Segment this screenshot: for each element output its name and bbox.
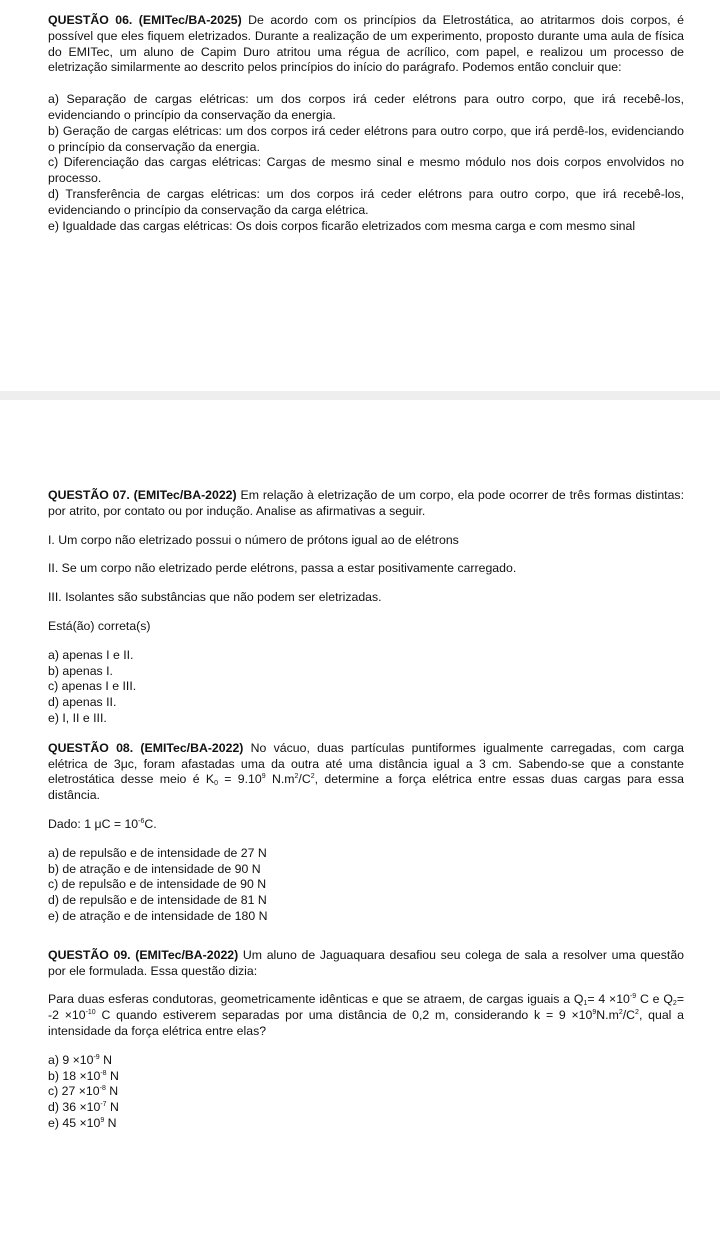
q08-option-a: a) de repulsão e de intensidade de 27 N [48, 845, 267, 860]
q09-option-b: b) $18 \times 10^{-8}$ N [48, 1068, 119, 1083]
q09-statement [48, 948, 684, 980]
page-two [48, 488, 684, 1132]
q08-statement-text-b: , determine a força elétrica entre essas duas cargas para essa distância. [48, 772, 684, 803]
q09-option-c: c) $27 \times 10^{-8}$ N [48, 1084, 119, 1099]
q07-option-b: b) apenas I. [48, 663, 113, 678]
q07-option-e: e) I, II e III. [48, 710, 107, 725]
q08-constant: $K_0 = 9.10^9$ $N.m^2/C^2$ [205, 772, 315, 788]
q09-problem: Para duas esferas condutoras, geometricamente idênticas e que se atraem, de cargas iguais a $Q_1= 4 \times 10^{-9}$ C e $Q_2= -2 \times 10^{-10}$ C quando estiverem separadas por uma distância de 0,2 m, considerando $k = 9 \times 10^9N.m^2/C^2$, qual a intensidade da força elétrica entre elas? [48, 992, 684, 1038]
question-08 [48, 741, 684, 925]
q08-statement [48, 741, 684, 804]
question-06 [48, 13, 684, 234]
q09-title: QUESTÃO 09. (EMITec/BA-2022) [48, 947, 239, 962]
q09-option-d: d) $36 \times 10^{-7}$ N [48, 1100, 119, 1115]
q08-option-b: b) de atração e de intensidade de 90 N [48, 861, 261, 876]
q06-statement [48, 13, 684, 76]
q08-title: QUESTÃO 08. (EMITec/BA-2022) [48, 740, 244, 755]
question-09 [48, 948, 684, 1132]
q08-dado: Dado: 1 $\mu C = 10^{-6}C$. [48, 816, 157, 831]
q06-statement-text: De acordo com os princípios da Eletrostática, ao atritarmos dois corpos, é possível que eles fiquem eletrizados. Durante a realização de um experimento, proposto durante uma aula de física do EMITec, um aluno de Capim Duro atritou uma régua de acrílico, com papel, e realizou um processo de eletrização similarmente ao descrito pelos princípios do início do parágrafo. Podemos então concluir que: [48, 13, 684, 75]
q07-statement-text: Em relação à eletrização de um corpo, ela pode ocorrer de três formas distintas: por atrito, por contato ou por indução. Analise as afirmativas a seguir. [48, 488, 684, 518]
q07-option-d: d) apenas II. [48, 695, 117, 710]
q06-option-a: a) Separação de cargas elétricas: um dos corpos irá ceder elétrons para outro corpo, que irá recebê-los, evidenciando o princípio da conservação da energia. [48, 92, 684, 122]
q07-item-2: II. Se um corpo não eletrizado perde elétrons, passa a estar positivamente carregado. [48, 561, 517, 576]
q09-option-a: a) $9 \times 10^{-9}$ N [48, 1052, 113, 1067]
q06-option-b: b) Geração de cargas elétricas: um dos corpos irá ceder elétrons para outro corpo, que irá perdê-los, evidenciando o princípio da conservação da energia. [48, 123, 684, 154]
page-break-divider [0, 391, 720, 400]
q07-item-1: I. Um corpo não eletrizado possui o número de prótons igual ao de elétrons [48, 532, 459, 547]
q06-option-c: c) Diferenciação das cargas elétricas: Cargas de mesmo sinal e mesmo módulo nos dois corpos envolvidos no processo. [48, 155, 684, 186]
q07-prompt: Está(ão) correta(s) [48, 618, 151, 633]
q08-option-d: d) de repulsão e de intensidade de 81 N [48, 893, 267, 908]
q09-option-e: e) $45 \times 10^9$ N [48, 1115, 117, 1130]
q08-option-c: c) de repulsão e de intensidade de 90 N [48, 877, 267, 892]
q06-option-d: d) Transferência de cargas elétricas: um dos corpos irá ceder elétrons para outro corpo, que irá recebê-los, evidenciando o princípio da conservação da carga elétrica. [48, 186, 684, 217]
q06-option-e: e) Igualdade das cargas elétricas: Os dois corpos ficarão eletrizados com mesma carga e com mesmo sinal [48, 218, 636, 233]
q06-title: QUESTÃO 06. (EMITec/BA-2025) [48, 13, 242, 27]
q08-option-e: e) de atração e de intensidade de 180 N [48, 908, 268, 923]
q07-title: QUESTÃO 07. (EMITec/BA-2022) [48, 488, 237, 502]
q07-statement [48, 488, 684, 520]
q08-statement-text-a: No vácuo, duas partículas puntiformes igualmente carregadas, com carga elétrica de 3μc, foram afastadas uma da outra até uma distância igual a 3 cm. Sabendo-se que a constante eletrostática desse meio é [48, 740, 684, 787]
question-07 [48, 488, 684, 727]
q07-option-c: c) apenas I e III. [48, 679, 137, 694]
q07-item-3: III. Isolantes são substâncias que não podem ser eletrizadas. [48, 590, 382, 605]
q09-statement-text: Um aluno de Jaguaquara desafiou seu colega de sala a resolver uma questão por ele formulada. Essa questão dizia: [48, 947, 684, 978]
q07-option-a: a) apenas I e II. [48, 647, 134, 662]
